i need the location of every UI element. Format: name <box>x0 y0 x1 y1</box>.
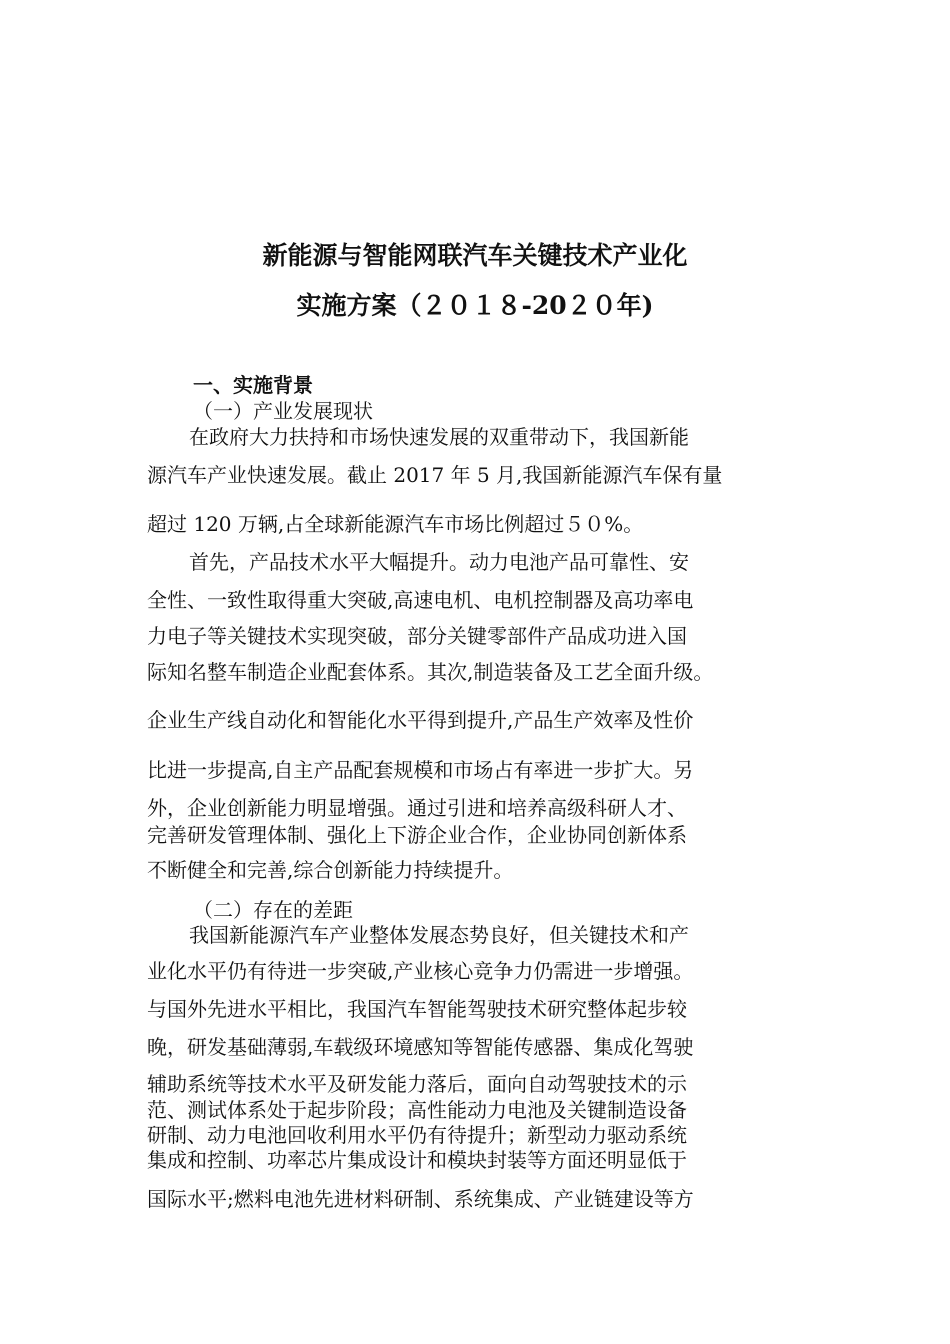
paragraph-line: 际知名整车制造企业配套体系。其次,制造装备及工艺全面升级。 <box>147 660 714 684</box>
paragraph-line: 业化水平仍有待进一步突破,产业核心竞争力仍需进一步增强。 <box>147 959 694 983</box>
paragraph-line: 辅助系统等技术水平及研发能力落后，面向自动驾驶技术的示 <box>147 1072 687 1096</box>
paragraph-line: 集成和控制、功率芯片集成设计和模块封装等方面还明显低于 <box>147 1148 687 1172</box>
paragraph-line: 源汽车产业快速发展。截止 2017 年 5 月,我国新能源汽车保有量 <box>147 463 723 487</box>
document-title-line-2: 实施方案（２０１８-20２０年) <box>296 291 654 320</box>
paragraph-line: 国际水平;燃料电池先进材料研制、系统集成、产业链建设等方 <box>147 1187 694 1211</box>
paragraph-line: 晚，研发基础薄弱,车载级环境感知等智能传感器、集成化驾驶 <box>147 1035 694 1059</box>
section-heading: 一、实施背景 <box>193 373 313 397</box>
paragraph-line: 比进一步提高,自主产品配套规模和市场占有率进一步扩大。另 <box>147 758 694 782</box>
paragraph-line: 外，企业创新能力明显增强。通过引进和培养高级科研人才、 <box>147 796 687 820</box>
paragraph-line: 企业生产线自动化和智能化水平得到提升,产品生产效率及性价 <box>147 708 694 732</box>
paragraph-line: 力电子等关键技术实现突破，部分关键零部件产品成功进入国 <box>147 624 687 648</box>
paragraph-line: 范、测试体系处于起步阶段；高性能动力电池及关键制造设备 <box>147 1098 687 1122</box>
paragraph-line: 我国新能源汽车产业整体发展态势良好，但关键技术和产 <box>189 923 689 947</box>
document-title-line-1: 新能源与智能网联汽车关键技术产业化 <box>262 241 688 270</box>
paragraph-line: 全性、一致性取得重大突破,高速电机、电机控制器及高功率电 <box>147 588 694 612</box>
paragraph-line: 在政府大力扶持和市场快速发展的双重带动下，我国新能 <box>189 425 689 449</box>
paragraph-line: 研制、动力电池回收利用水平仍有待提升；新型动力驱动系统 <box>147 1123 687 1147</box>
paragraph-line: 与国外先进水平相比，我国汽车智能驾驶技术研究整体起步较 <box>147 997 687 1021</box>
subsection-heading: （二）存在的差距 <box>193 898 353 922</box>
paragraph-line: 不断健全和完善,综合创新能力持续提升。 <box>147 858 514 882</box>
subsection-heading: （一）产业发展现状 <box>193 399 373 423</box>
paragraph-line: 完善研发管理体制、强化上下游企业合作，企业协同创新体系 <box>147 823 687 847</box>
paragraph-line: 超过 120 万辆,占全球新能源汽车市场比例超过５０%。 <box>147 512 644 536</box>
paragraph-line: 首先，产品技术水平大幅提升。动力电池产品可靠性、安 <box>189 550 689 574</box>
